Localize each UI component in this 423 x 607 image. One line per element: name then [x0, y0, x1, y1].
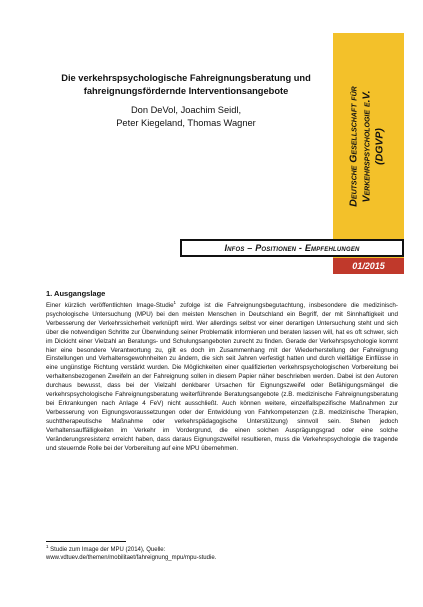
- authors: [86, 104, 286, 130]
- footnote: [46, 546, 296, 562]
- organization-vertical-title: [338, 40, 396, 252]
- body-paragraph: [46, 299, 398, 453]
- issue-badge: [333, 258, 404, 274]
- org-name-line2: Verkehrspsychologie e.V.: [360, 89, 373, 203]
- series-banner-label: Infos – Positionen - Empfehlungen: [224, 243, 360, 253]
- footnote-url[interactable]: www.vdtuev.de/themen/mobilitaet/fahreignung_mpu/mpu-studie.: [46, 555, 217, 561]
- footnote-divider: [46, 541, 126, 542]
- issue-number: 01/2015: [352, 261, 385, 271]
- org-abbreviation: (DGVP): [373, 127, 386, 165]
- title-line-2: fahreignungsfördernde Interventionsangebote: [83, 86, 289, 96]
- footnote-reference[interactable]: 1: [173, 299, 177, 305]
- paragraph-start: Einer kürzlich veröffentlichten Image-Studie: [46, 302, 174, 309]
- title-line-1: Die verkehrspsychologische Fahreignungsberatung und: [61, 73, 311, 83]
- section-heading: 1. Ausgangslage: [46, 289, 106, 298]
- authors-line-1: Don DeVol, Joachim Seidl,: [130, 105, 242, 115]
- series-banner: [180, 239, 404, 257]
- document-title: [46, 72, 326, 98]
- footnote-line-1: Studie zum Image der MPU (2014), Quelle:: [48, 547, 166, 553]
- paragraph-rest: zufolge ist die Fahreignungsbegutachtung, insbesondere die medizinisch-psychologische Untersuchung (MPU) bei den meisten Menschen in Deutschland ein Begriff, der mit Sinnhaftigkeit und Verbesserung der Verkehrssicherheit verknüpft wird. Wer allerdings selbst vor einer derartigen Untersuchung steht und sich über die notwendigen Schritte zur Überwindung seiner Problematik informieren und beraten lassen will, hat es oft schwer, sich im Dickicht einer Vielzahl an Beratungs- und Schulungsangeboten zurecht zu finden. Gerade der Verkehrspsychologie kommt hier eine besondere Verantwortung zu, gilt es doch im Zusammenhang mit der Wiederherstellung der Fahreignung Einstellungen und Verhaltensgewohnheiten zu ändern, die sich seit Jahren verfestigt hatten und durch vielfältige Einflüsse in eine ungünstige Richtung verstärkt wurden. Die Möglichkeiten einer qualifizierten verkehrspsychologischen Vorbereitung bei verhaltensbezogenen Zweifeln an der Fahreignung sollen in diesem Papier näher beschrieben werden. Dabei ist den Autoren durchaus bewusst, dass bei der Vielzahl denkbarer Ursachen für Eignungszweifel oder Befähigungsmängel die verkehrspsychologische Fahreignungsberatung weiterführende Beratungsangebote (z.B. medizinische Fahreignungsberatung bei Erkrankungen nach Anlage 4 FeV) nicht ausschließt. Auch können weitere, einzelfallspezifische Maßnahmen zur Verbesserung von Eignungsvoraussetzungen oder der Entwicklung von Fahrkompetenzen (z.B. medizinische Therapien, suchttherapeutische Maßnahme oder verkehrspädagogische Unterstützung) sinnvoll sein. Stehen jedoch Verhaltensauffälligkeiten im Verkehr im Vordergrund, die einen solchen Ausprägungsgrad oder eine solche Veränderungsresistenz erreicht haben, dass daraus Eignungszweifel resultieren, muss die Verkehrspsychologie die tragende und steuernde Rolle bei der Vorbereitung auf eine MPU übernehmen.: [46, 302, 398, 452]
- footnote-marker: 1: [46, 544, 49, 549]
- authors-line-2: Peter Kiegeland, Thomas Wagner: [116, 118, 256, 128]
- org-name-line1: Deutsche Gesellschaft für: [347, 85, 360, 207]
